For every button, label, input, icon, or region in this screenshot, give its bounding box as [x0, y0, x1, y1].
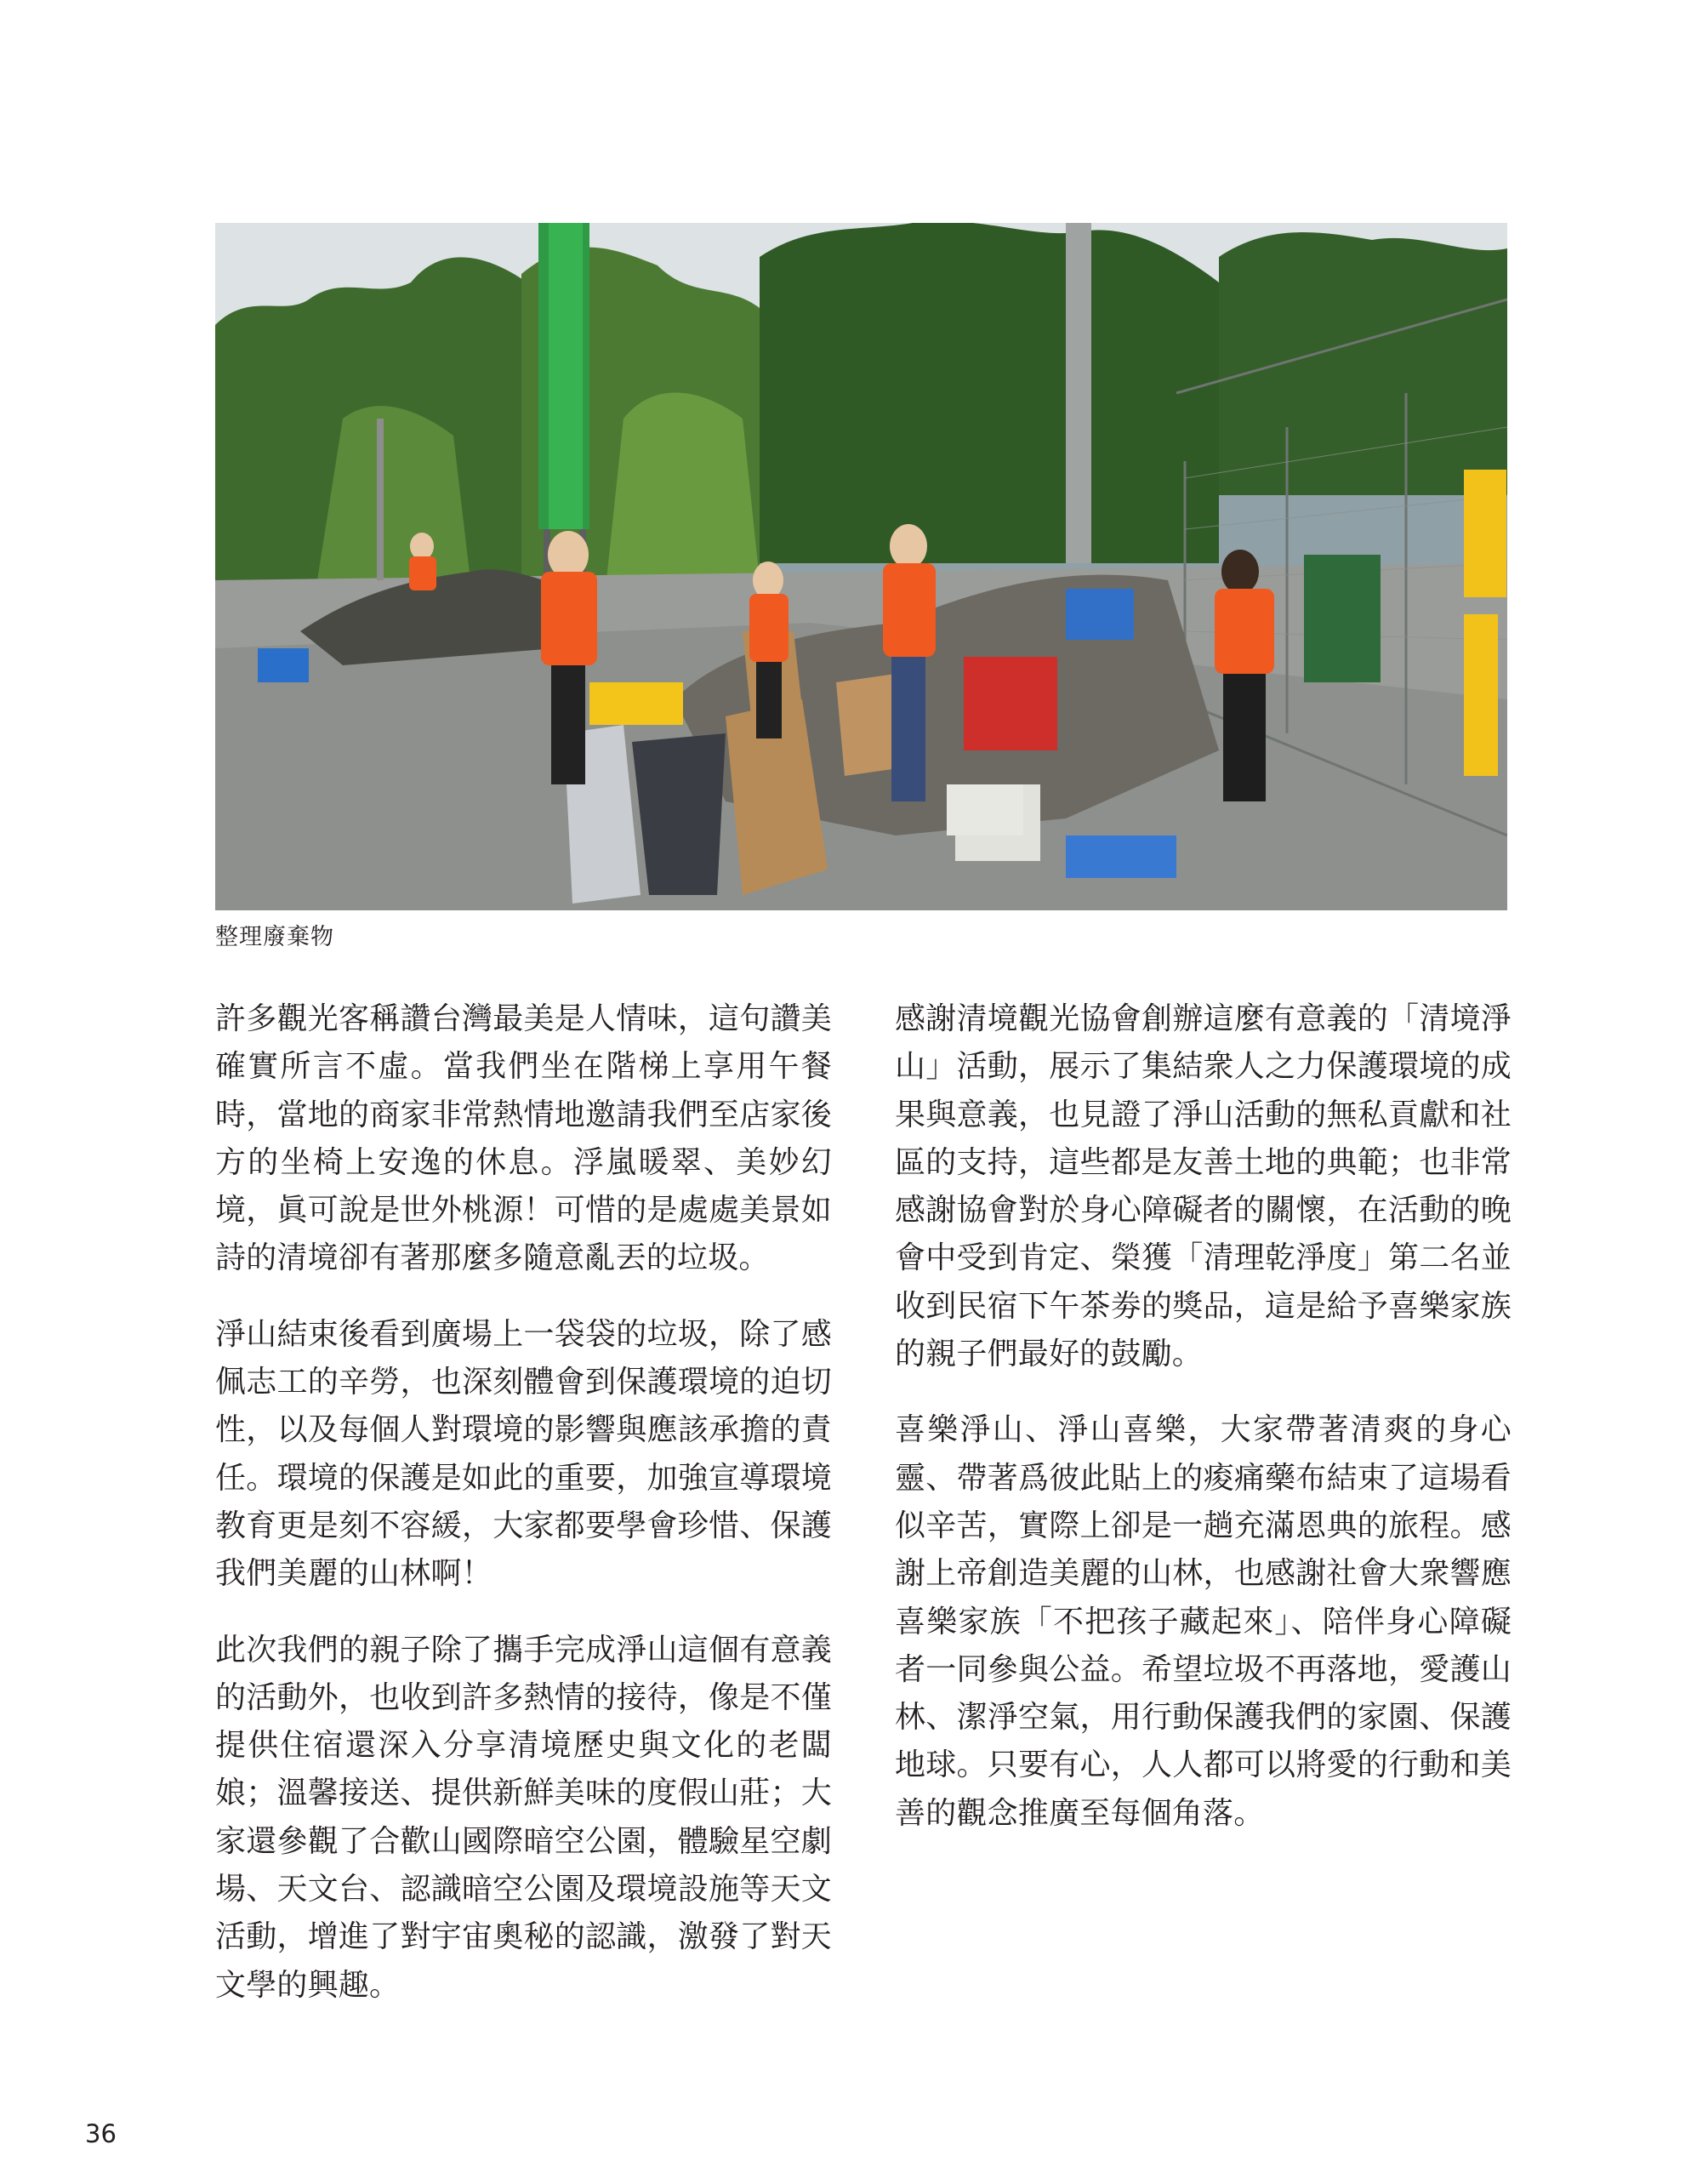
paragraph: 喜樂淨山、淨山喜樂，大家帶著清爽的身心靈、帶著爲彼此貼上的痠痛藥布結束了這場看似辛苦，實際上卻是一趟充滿恩典的旅程。感謝上帝創造美麗的山林，也感謝社會大衆響應喜樂家族「不把孩子藏起來」、陪伴身心障礙者一同參與公益。希望垃圾不再落地，愛護山林、潔淨空氣，用行動保護我們的家園、保護地球。只要有心，人人都可以將愛的行動和美善的觀念推廣至每個角落。	[895, 1412, 1512, 1831]
article-column-right	[895, 995, 1512, 1866]
paragraph: 許多觀光客稱讚台灣最美是人情味，這句讚美確實所言不虛。當我們坐在階梯上享用午餐時，當地的商家非常熱情地邀請我們至店家後方的坐椅上安逸的休息。浮嵐暖翠、美妙幻境，眞可說是世外桃源！可惜的是處處美景如詩的清境卻有著那麼多隨意亂丟的垃圾。	[215, 1001, 832, 1276]
paragraph: 感謝清境觀光協會創辦這麼有意義的「清境淨山」活動，展示了集結衆人之力保護環境的成果與意義，也見證了淨山活動的無私貢獻和社區的支持，這些都是友善土地的典範；也非常感謝協會對於身心障礙者的關懷，在活動的晚會中受到肯定、榮獲「清理乾淨度」第二名並收到民宿下午茶劵的獎品，這是給予喜樂家族的親子們最好的鼓勵。	[895, 1001, 1512, 1372]
article-photo	[215, 223, 1507, 910]
paragraph: 淨山結束後看到廣場上一袋袋的垃圾，除了感佩志工的辛勞，也深刻體會到保護環境的迫切性，以及每個人對環境的影響與應該承擔的責任。環境的保護是如此的重要，加強宣導環境教育更是刻不容緩，大家都要學會珍惜、保護我們美麗的山林啊！	[215, 1316, 832, 1592]
article-column-left	[215, 995, 832, 2038]
page-number: 36	[85, 2119, 117, 2148]
paragraph: 此次我們的親子除了攜手完成淨山這個有意義的活動外，也收到許多熱情的接待，像是不僅提供住宿還深入分享清境歷史與文化的老闆娘；溫馨接送、提供新鮮美味的度假山莊；大家還參觀了合歡山國際暗空公園，體驗星空劇場、天文台、認識暗空公園及環境設施等天文活動，增進了對宇宙奧秘的認識，激發了對天文學的興趣。	[215, 1632, 832, 2003]
photo-caption: 整理廢棄物	[215, 924, 334, 950]
